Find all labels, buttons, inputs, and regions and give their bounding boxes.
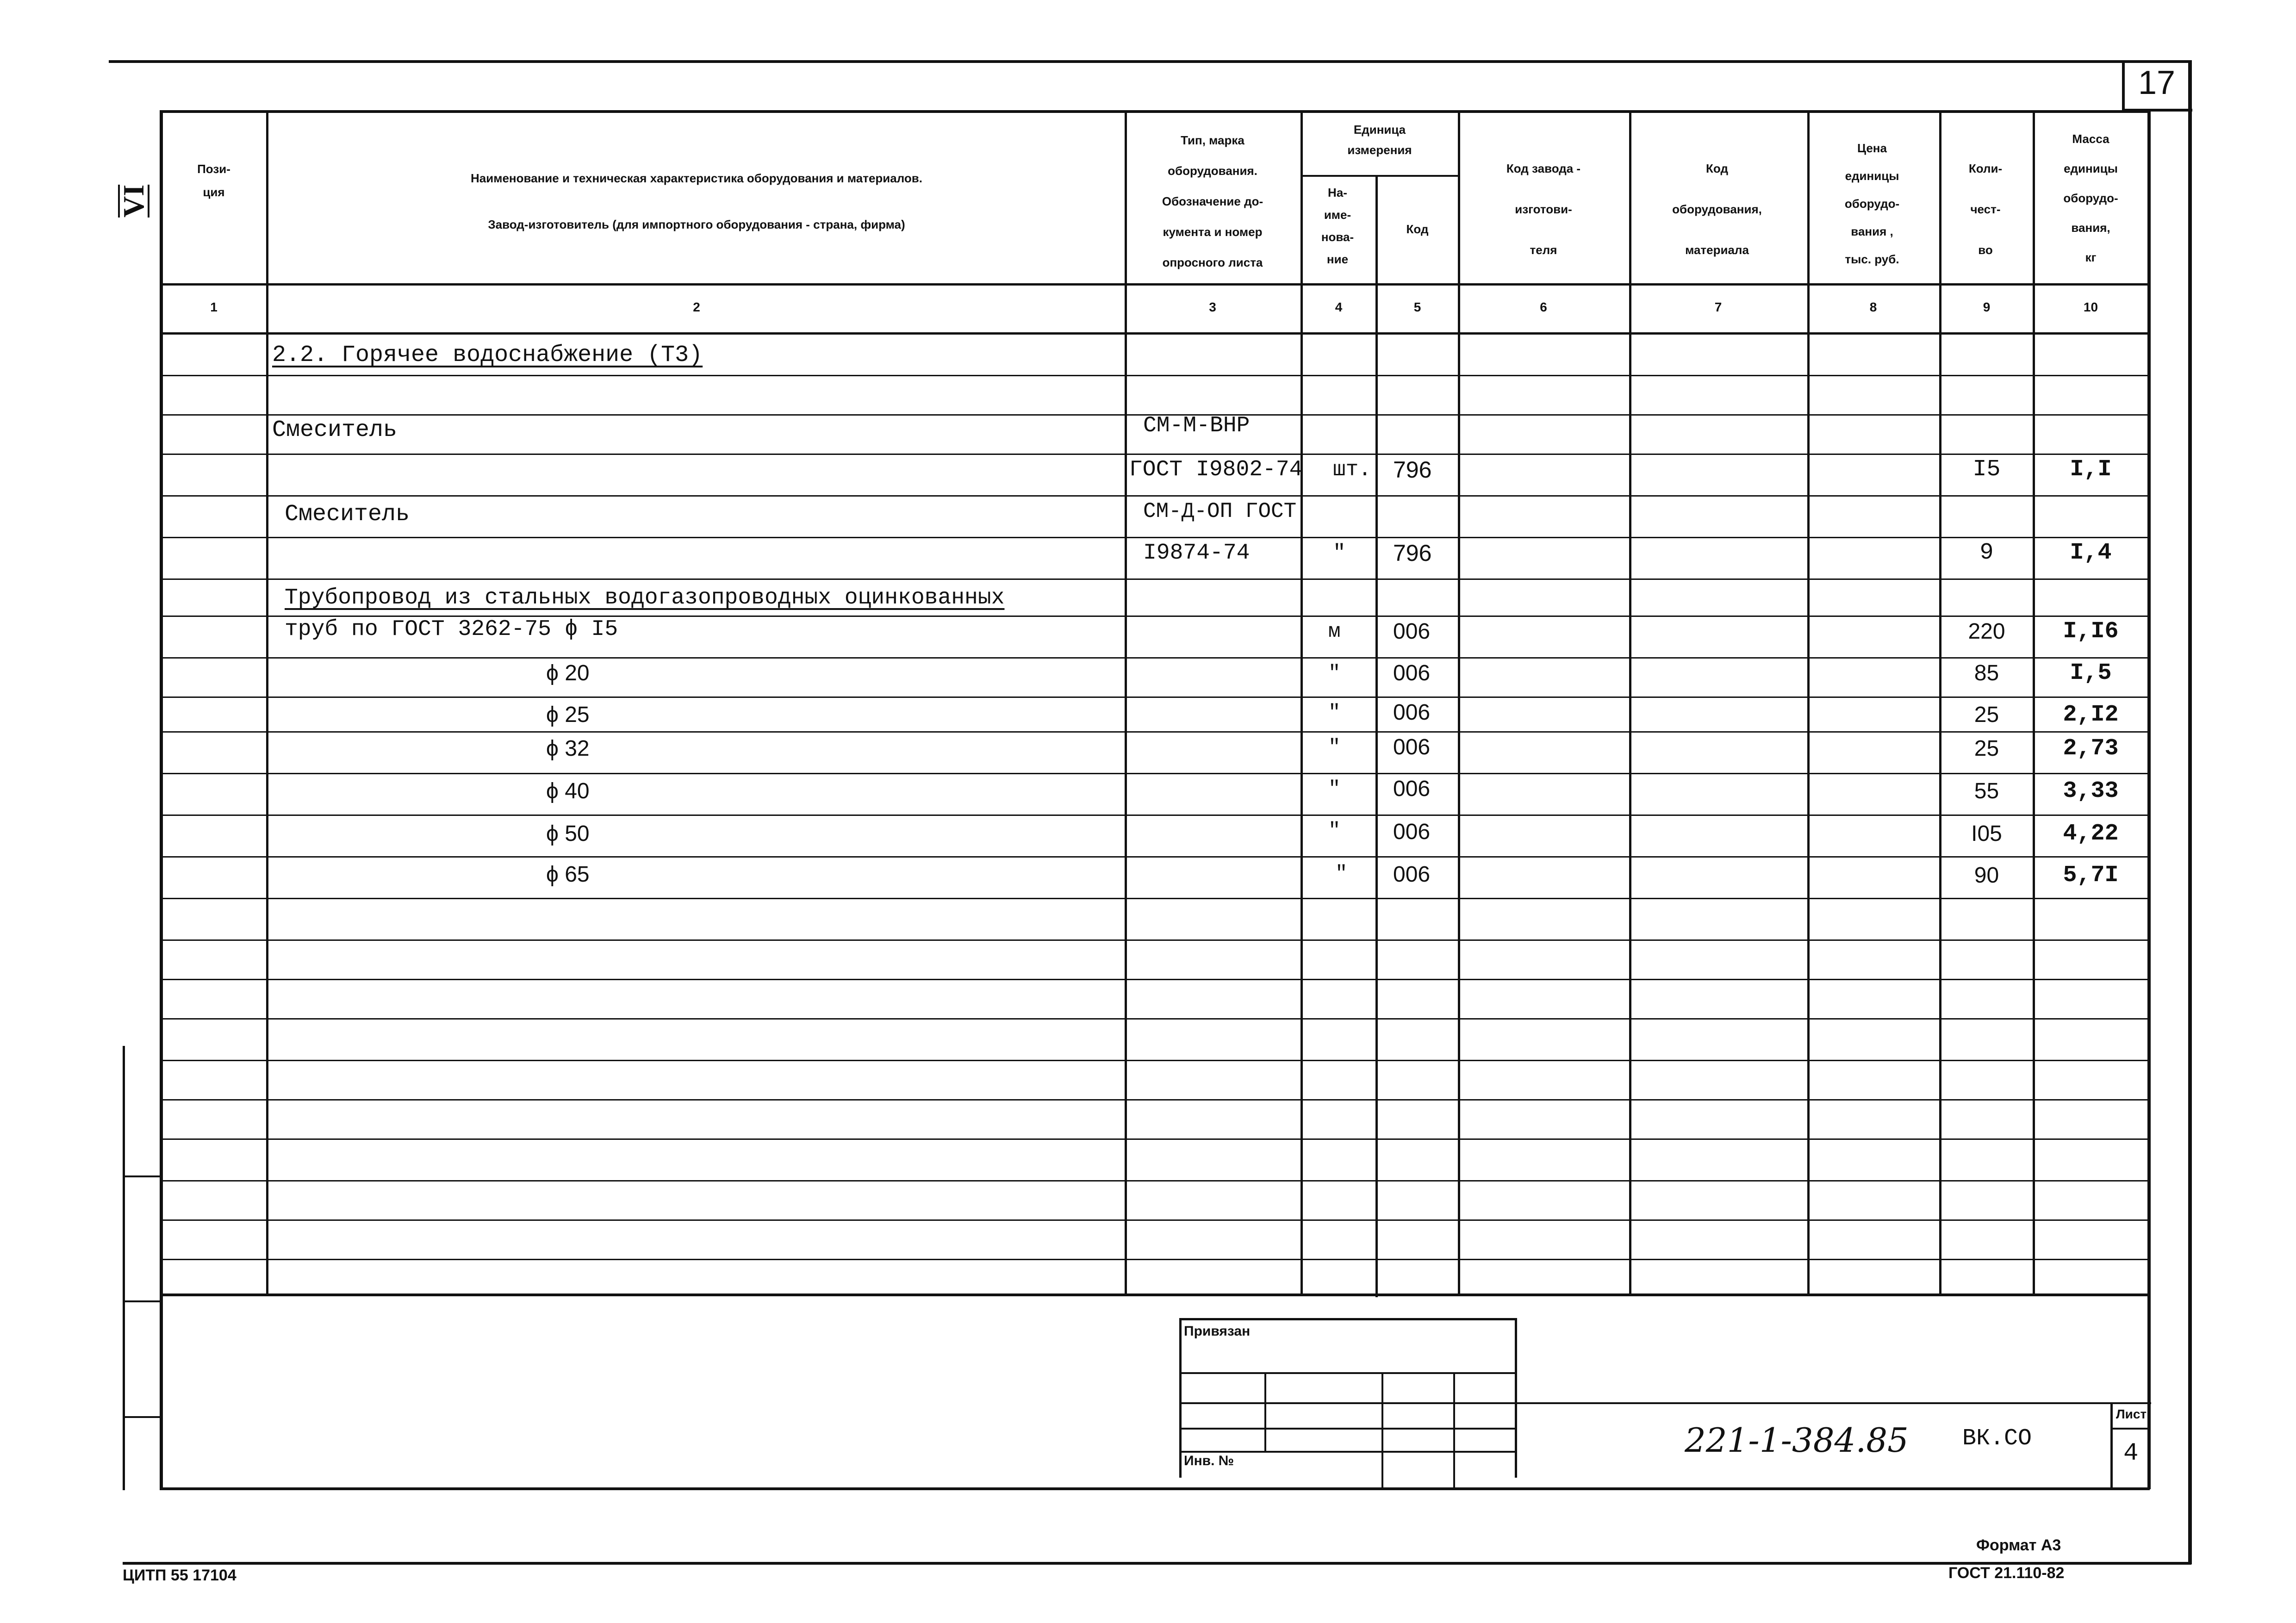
row-rule bbox=[160, 1060, 2150, 1061]
item-code: 006 bbox=[1393, 777, 1431, 801]
item-code: 006 bbox=[1393, 735, 1431, 759]
binding-strip-tick bbox=[123, 1175, 160, 1177]
header-price: Цена единицы оборудо- вания , тыс. руб. bbox=[1844, 141, 1900, 266]
item-unit: " bbox=[1328, 819, 1341, 842]
side-mark: VI bbox=[117, 184, 150, 218]
privyazan-line bbox=[1179, 1402, 1515, 1404]
item-mass: I,4 bbox=[2070, 540, 2112, 566]
table-right-border bbox=[2147, 110, 2151, 1489]
item-type: СМ-Д-ОП ГОСТ bbox=[1143, 499, 1297, 523]
item-unit: " bbox=[1328, 736, 1341, 759]
item-mass: I,5 bbox=[2070, 660, 2112, 686]
item-name: Трубопровод из стальных водогазопроводных оцинкованных bbox=[285, 585, 1005, 610]
header-unit-code: Код bbox=[1406, 222, 1429, 236]
section-heading: 2.2. Горячее водоснабжение (Т3) bbox=[272, 342, 703, 368]
item-mass: 3,33 bbox=[2063, 778, 2119, 804]
header-mass: Масса единицы оборудо- вания, кг bbox=[2063, 132, 2118, 264]
footer-gost: ГОСТ 21.110-82 bbox=[1948, 1564, 2065, 1582]
doc-code: 221-1-384.85 bbox=[1685, 1421, 1909, 1460]
column-rule bbox=[1300, 110, 1303, 1295]
footer-format: Формат А3 bbox=[1976, 1536, 2061, 1554]
item-unit: " bbox=[1328, 662, 1341, 685]
row-rule bbox=[160, 731, 2150, 733]
item-mass: 2,73 bbox=[2063, 735, 2119, 762]
item-unit: шт. bbox=[1333, 458, 1371, 482]
header-unit-group: Единица измерения bbox=[1347, 123, 1412, 157]
stamp-right-line bbox=[1512, 1402, 2151, 1404]
column-rule bbox=[1458, 110, 1460, 1296]
item-mass: I,I6 bbox=[2063, 618, 2119, 645]
privyazan-vline bbox=[1264, 1372, 1266, 1451]
row-rule bbox=[160, 1018, 2150, 1020]
item-qty: 9 bbox=[1979, 540, 1994, 566]
row-rule bbox=[160, 979, 2150, 980]
item-name: ϕ 32 bbox=[546, 736, 590, 761]
table-top-border bbox=[160, 110, 2150, 113]
item-name: Смеситель bbox=[285, 501, 410, 528]
item-mass: 5,7I bbox=[2063, 862, 2119, 889]
row-rule bbox=[160, 375, 2150, 376]
item-mass: 4,22 bbox=[2063, 821, 2119, 847]
colnum-bottom-line bbox=[160, 332, 2150, 335]
inv-no-label: Инв. № bbox=[1184, 1453, 1234, 1468]
item-name: Смеситель bbox=[272, 417, 398, 443]
column-rule bbox=[1375, 175, 1378, 1297]
privyazan-line bbox=[1179, 1451, 1515, 1453]
top-rule bbox=[109, 60, 2191, 63]
colnum-10: 10 bbox=[2083, 300, 2098, 314]
colnum-2: 2 bbox=[693, 300, 700, 314]
row-rule bbox=[160, 454, 2150, 455]
header-equipment-code: Код оборудования, материала bbox=[1672, 162, 1762, 257]
item-name: ϕ 65 bbox=[546, 862, 590, 887]
row-rule bbox=[160, 898, 2150, 899]
item-name: труб по ГОСТ 3262-75 ϕ I5 bbox=[285, 617, 618, 642]
item-qty: 55 bbox=[1974, 779, 1999, 803]
unit-group-divider bbox=[1300, 175, 1459, 177]
item-type: СМ-М-ВНР bbox=[1143, 413, 1250, 438]
header-type: Тип, марка оборудования. Обозначение до- кумента и номер опросного листа bbox=[1162, 133, 1263, 269]
header-unit-name: На- име- нова- ние bbox=[1321, 186, 1354, 266]
privyazan-line bbox=[1179, 1428, 1515, 1430]
item-qty: 25 bbox=[1974, 703, 1999, 727]
item-qty: 25 bbox=[1974, 736, 1999, 761]
footer-left: ЦИТП 55 17104 bbox=[123, 1567, 236, 1584]
item-code: 006 bbox=[1393, 700, 1431, 725]
sheet-number: 4 bbox=[2123, 1439, 2139, 1468]
item-code: 796 bbox=[1393, 540, 1432, 566]
row-rule bbox=[160, 1219, 2150, 1221]
item-code: 796 bbox=[1393, 457, 1432, 483]
item-code: 006 bbox=[1393, 820, 1431, 844]
item-unit: м bbox=[1328, 620, 1341, 643]
privyazan-vline bbox=[1381, 1372, 1383, 1488]
item-code: 006 bbox=[1393, 619, 1431, 644]
colnum-7: 7 bbox=[1714, 300, 1722, 314]
item-unit: " bbox=[1328, 701, 1341, 724]
item-qty: 220 bbox=[1968, 619, 2005, 644]
item-type: ГОСТ I9802-74 bbox=[1129, 457, 1303, 482]
binding-strip-tick bbox=[123, 1416, 160, 1418]
column-rule bbox=[266, 110, 268, 1295]
item-mass: 2,I2 bbox=[2063, 702, 2119, 728]
privyazan-vline bbox=[1453, 1372, 1455, 1488]
binding-strip-line bbox=[123, 1046, 125, 1490]
colnum-5: 5 bbox=[1413, 300, 1421, 314]
outer-frame-right bbox=[2188, 60, 2192, 1564]
item-code: 006 bbox=[1393, 862, 1431, 887]
row-rule bbox=[160, 537, 2150, 538]
row-rule bbox=[160, 1138, 2150, 1140]
item-qty: I05 bbox=[1971, 821, 2002, 846]
colnum-4: 4 bbox=[1335, 300, 1343, 314]
item-code: 006 bbox=[1393, 661, 1431, 685]
item-name: ϕ 40 bbox=[546, 779, 590, 803]
colnum-6: 6 bbox=[1540, 300, 1547, 314]
row-rule bbox=[160, 1180, 2150, 1181]
item-qty: 85 bbox=[1974, 661, 1999, 685]
header-position: Пози- ция bbox=[197, 162, 230, 199]
outer-frame-bottom bbox=[123, 1562, 2191, 1565]
binding-strip-tick bbox=[123, 1300, 160, 1302]
stamp-top-line bbox=[160, 1293, 2150, 1296]
item-qty: I5 bbox=[1972, 456, 2001, 483]
item-unit: " bbox=[1328, 777, 1341, 801]
row-rule bbox=[160, 856, 2150, 858]
stamp-bottom-line bbox=[160, 1487, 2150, 1490]
doc-suffix: ВК.СО bbox=[1962, 1425, 2032, 1452]
row-rule bbox=[160, 1099, 2150, 1101]
row-rule bbox=[160, 696, 2150, 698]
item-name: ϕ 25 bbox=[546, 703, 590, 727]
row-rule bbox=[160, 1259, 2150, 1260]
item-qty: 90 bbox=[1974, 863, 1999, 888]
item-type: I9874-74 bbox=[1143, 541, 1250, 566]
privyazan-label: Привязан bbox=[1184, 1324, 1251, 1339]
column-rule bbox=[1629, 110, 1631, 1296]
row-rule bbox=[160, 773, 2150, 774]
item-unit: " bbox=[1333, 541, 1346, 565]
header-name: Наименование и техническая характеристика оборудования и материалов. Завод-изготовитель (для импортного оборудования - страна, фирма) bbox=[470, 171, 922, 231]
header-bottom-line bbox=[160, 283, 2150, 286]
sheet-box-divider bbox=[2110, 1428, 2150, 1430]
row-rule bbox=[160, 815, 2150, 816]
corner-sheet-number: 17 bbox=[2138, 64, 2176, 101]
colnum-1: 1 bbox=[210, 300, 218, 314]
column-rule bbox=[1807, 110, 1810, 1296]
privyazan-line bbox=[1179, 1372, 1515, 1374]
column-rule bbox=[1125, 110, 1127, 1295]
item-name: ϕ 50 bbox=[546, 821, 590, 846]
sheet-label: Лист bbox=[2116, 1407, 2147, 1421]
header-quantity: Коли- чест- во bbox=[1968, 162, 2003, 257]
colnum-9: 9 bbox=[1983, 300, 1991, 314]
item-name: ϕ 20 bbox=[546, 661, 590, 685]
colnum-8: 8 bbox=[1869, 300, 1877, 314]
header-plant-code: Код завода - изготови- теля bbox=[1506, 162, 1581, 257]
item-mass: I,I bbox=[2070, 456, 2112, 483]
row-rule bbox=[160, 578, 2150, 580]
row-rule bbox=[160, 657, 2150, 659]
row-rule bbox=[160, 939, 2150, 941]
table-left-border bbox=[160, 110, 163, 1490]
colnum-3: 3 bbox=[1209, 300, 1216, 314]
item-unit: " bbox=[1335, 862, 1348, 885]
row-rule bbox=[160, 495, 2150, 497]
